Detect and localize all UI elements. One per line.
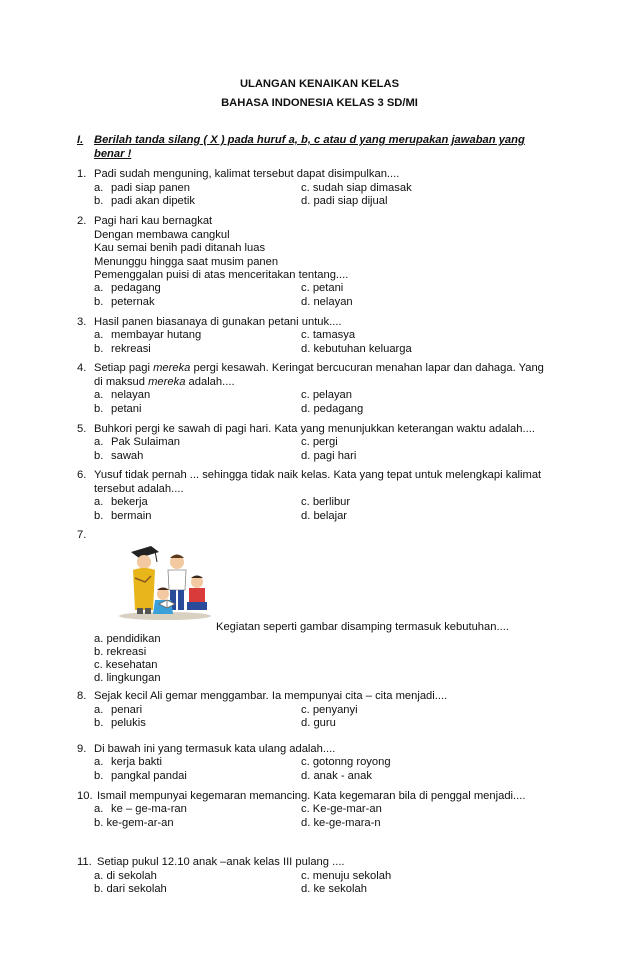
option-d (301, 770, 372, 783)
option-text: rekreasi (111, 343, 151, 355)
question-number: 10. (77, 790, 93, 802)
question-number: 9. (77, 743, 87, 755)
poem-line-4: Menunggu hingga saat musim panen (94, 256, 279, 268)
option-label: c. (301, 182, 310, 194)
option-text: peternak (111, 296, 155, 308)
question-text: Padi sudah menguning, kalimat tersebut dapat disimpulkan.... (94, 168, 400, 180)
option-text: penari (111, 704, 143, 716)
option-label: c. (301, 496, 310, 508)
option-a (94, 704, 142, 717)
option-c: c. menuju sekolah (301, 870, 392, 882)
option-label: d. (301, 510, 311, 522)
option-text: nelayan (313, 296, 353, 308)
option-c (301, 436, 338, 449)
option-a (94, 803, 187, 816)
question-text-line-1: Yusuf tidak pernah ... sehingga tidak naik kelas. Kata yang tepat untuk melengkapi kalimat (94, 469, 542, 481)
option-text: anak - anak (313, 770, 372, 782)
option-d (301, 403, 363, 416)
option-label: c. (301, 282, 310, 294)
option-text: membayar hutang (111, 329, 202, 341)
option-a (94, 329, 201, 342)
option-text: pedagang (111, 282, 161, 294)
option-a (94, 436, 180, 449)
emphasis-word: mereka (153, 362, 191, 374)
option-text: guru (313, 717, 336, 729)
option-label: d. (301, 296, 311, 308)
question-number: 1. (77, 168, 87, 180)
question-text-line-2 (94, 376, 235, 389)
option-label: c. (301, 704, 310, 716)
option-text: tamasya (312, 329, 356, 341)
option-c (301, 756, 391, 769)
text-segment: di maksud (94, 376, 149, 388)
option-c: c. kesehatan (94, 659, 158, 671)
option-d (301, 450, 356, 463)
exam-title: ULANGAN KENAIKAN KELAS (239, 78, 400, 90)
question-text: Sejak kecil Ali gemar menggambar. Ia mempunyai cita – cita menjadi.... (94, 690, 448, 702)
option-label: b. (94, 510, 104, 522)
option-text: gotonng royong (312, 756, 391, 768)
option-label: a. (94, 282, 104, 294)
option-b (94, 510, 151, 523)
text-segment: Setiap pagi (94, 362, 154, 374)
option-label: c. (301, 436, 310, 448)
question-number: 7. (77, 529, 87, 541)
question-number: 2. (77, 215, 87, 227)
poem-line-3: Kau semai benih padi ditanah luas (94, 242, 266, 254)
section-number: I. (77, 134, 84, 146)
option-label: a. (94, 496, 104, 508)
option-text: pelukis (111, 717, 146, 729)
option-label: d. (301, 770, 311, 782)
question-number: 11. (77, 856, 92, 868)
question-text: Ismail mempunyai kegemaran memancing. Kata kegemaran bila di penggal menjadi.... (97, 790, 526, 802)
option-label: a. (94, 436, 104, 448)
option-d (301, 195, 387, 208)
option-text: padi siap dijual (313, 195, 388, 207)
option-a: a. pendidikan (94, 633, 161, 645)
option-text: bermain (111, 510, 152, 522)
option-label: a. (94, 756, 104, 768)
option-label: b. (94, 770, 104, 782)
option-c (301, 704, 358, 717)
option-text: pangkal pandai (111, 770, 187, 782)
option-b (94, 195, 195, 208)
option-c (301, 282, 343, 295)
option-text: petani (111, 403, 142, 415)
question-text-line-1 (94, 362, 544, 375)
option-c (301, 389, 352, 402)
text-segment: adalah.... (185, 376, 235, 388)
option-a (94, 389, 150, 402)
option-d: d. lingkungan (94, 672, 161, 684)
option-label: c. (301, 389, 310, 401)
option-a (94, 282, 161, 295)
option-text: belajar (313, 510, 348, 522)
option-label: c. (301, 329, 310, 341)
exam-subtitle: BAHASA INDONESIA KELAS 3 SD/MI (221, 97, 418, 109)
instruction-line-2: benar ! (94, 148, 132, 160)
option-c (301, 329, 355, 342)
question-number: 3. (77, 316, 87, 328)
option-text: pagi hari (313, 450, 357, 462)
option-a (94, 182, 190, 195)
option-d: d. ke-ge-mara-n (301, 817, 381, 829)
emphasis-word: mereka (148, 376, 186, 388)
option-c (301, 496, 350, 509)
option-b: b. rekreasi (94, 646, 147, 658)
question-number: 6. (77, 469, 87, 481)
option-text: pergi (312, 436, 338, 448)
option-text: sawah (111, 450, 144, 462)
option-label: d. (301, 343, 311, 355)
option-text: kebutuhan keluarga (313, 343, 412, 355)
option-b: b. ke-gem-ar-an (94, 817, 174, 829)
text-segment: pergi kesawah. Keringat bercucuran menahan lapar dan dahaga. Yang (190, 362, 544, 374)
question-number: 8. (77, 690, 87, 702)
option-a (94, 756, 162, 769)
option-d (301, 343, 412, 356)
option-label: c. (301, 756, 310, 768)
question-text: Setiap pukul 12.10 anak –anak kelas III pulang .... (97, 856, 345, 868)
option-text: kerja bakti (111, 756, 162, 768)
poem-line-1: Pagi hari kau bernagkat (94, 215, 213, 227)
question-text: Pemenggalan puisi di atas menceritakan tentang.... (94, 269, 349, 281)
option-text: nelayan (111, 389, 151, 401)
option-text: sudah siap dimasak (312, 182, 412, 194)
option-text: pedagang (313, 403, 364, 415)
option-label: a. (94, 182, 104, 194)
option-d (301, 296, 353, 309)
instruction-line-1: Berilah tanda silang ( X ) pada huruf a, b, c atau d yang merupakan jawaban yang (94, 134, 525, 146)
option-label: a. (94, 803, 104, 815)
question-text: Kegiatan seperti gambar disamping termasuk kebutuhan.... (216, 621, 509, 633)
option-c: c. Ke-ge-mar-an (301, 803, 382, 815)
option-text: pelayan (312, 389, 353, 401)
question-text: Hasil panen biasanaya di gunakan petani untuk.... (94, 316, 342, 328)
option-d: d. ke sekolah (301, 883, 367, 895)
option-b (94, 343, 151, 356)
option-label: b. (94, 450, 104, 462)
option-text: berlibur (312, 496, 351, 508)
poem-line-2: Dengan membawa cangkul (94, 229, 230, 241)
option-label: d. (301, 195, 311, 207)
option-label: d. (301, 450, 311, 462)
option-text: petani (312, 282, 344, 294)
option-a (94, 496, 148, 509)
option-d (301, 717, 336, 730)
option-d (301, 510, 347, 523)
question-number: 4. (77, 362, 87, 374)
option-label: a. (94, 389, 104, 401)
question-text: Di bawah ini yang termasuk kata ulang adalah.... (94, 743, 336, 755)
illustration-graduate-and-children (115, 538, 215, 620)
option-label: b. (94, 403, 104, 415)
option-a: a. di sekolah (94, 870, 157, 882)
option-label: d. (301, 717, 311, 729)
option-b: b. dari sekolah (94, 883, 167, 895)
option-label: d. (301, 403, 311, 415)
option-b (94, 296, 155, 309)
option-b (94, 717, 146, 730)
option-label: a. (94, 329, 104, 341)
option-text: padi siap panen (111, 182, 191, 194)
option-label: b. (94, 195, 104, 207)
question-number: 5. (77, 423, 87, 435)
option-b (94, 770, 187, 783)
option-label: b. (94, 296, 104, 308)
option-b (94, 403, 141, 416)
option-text: Pak Sulaiman (111, 436, 181, 448)
option-text: ke – ge-ma-ran (111, 803, 187, 815)
option-b (94, 450, 143, 463)
option-label: a. (94, 704, 104, 716)
option-text: padi akan dipetik (111, 195, 195, 207)
option-c (301, 182, 412, 195)
option-label: b. (94, 343, 104, 355)
option-label: b. (94, 717, 104, 729)
option-text: bekerja (111, 496, 148, 508)
option-text: penyanyi (312, 704, 358, 716)
question-text-line-2: tersebut adalah.... (94, 483, 184, 495)
question-text: Buhkori pergi ke sawah di pagi hari. Kata yang menunjukkan keterangan waktu adalah.... (94, 423, 535, 435)
